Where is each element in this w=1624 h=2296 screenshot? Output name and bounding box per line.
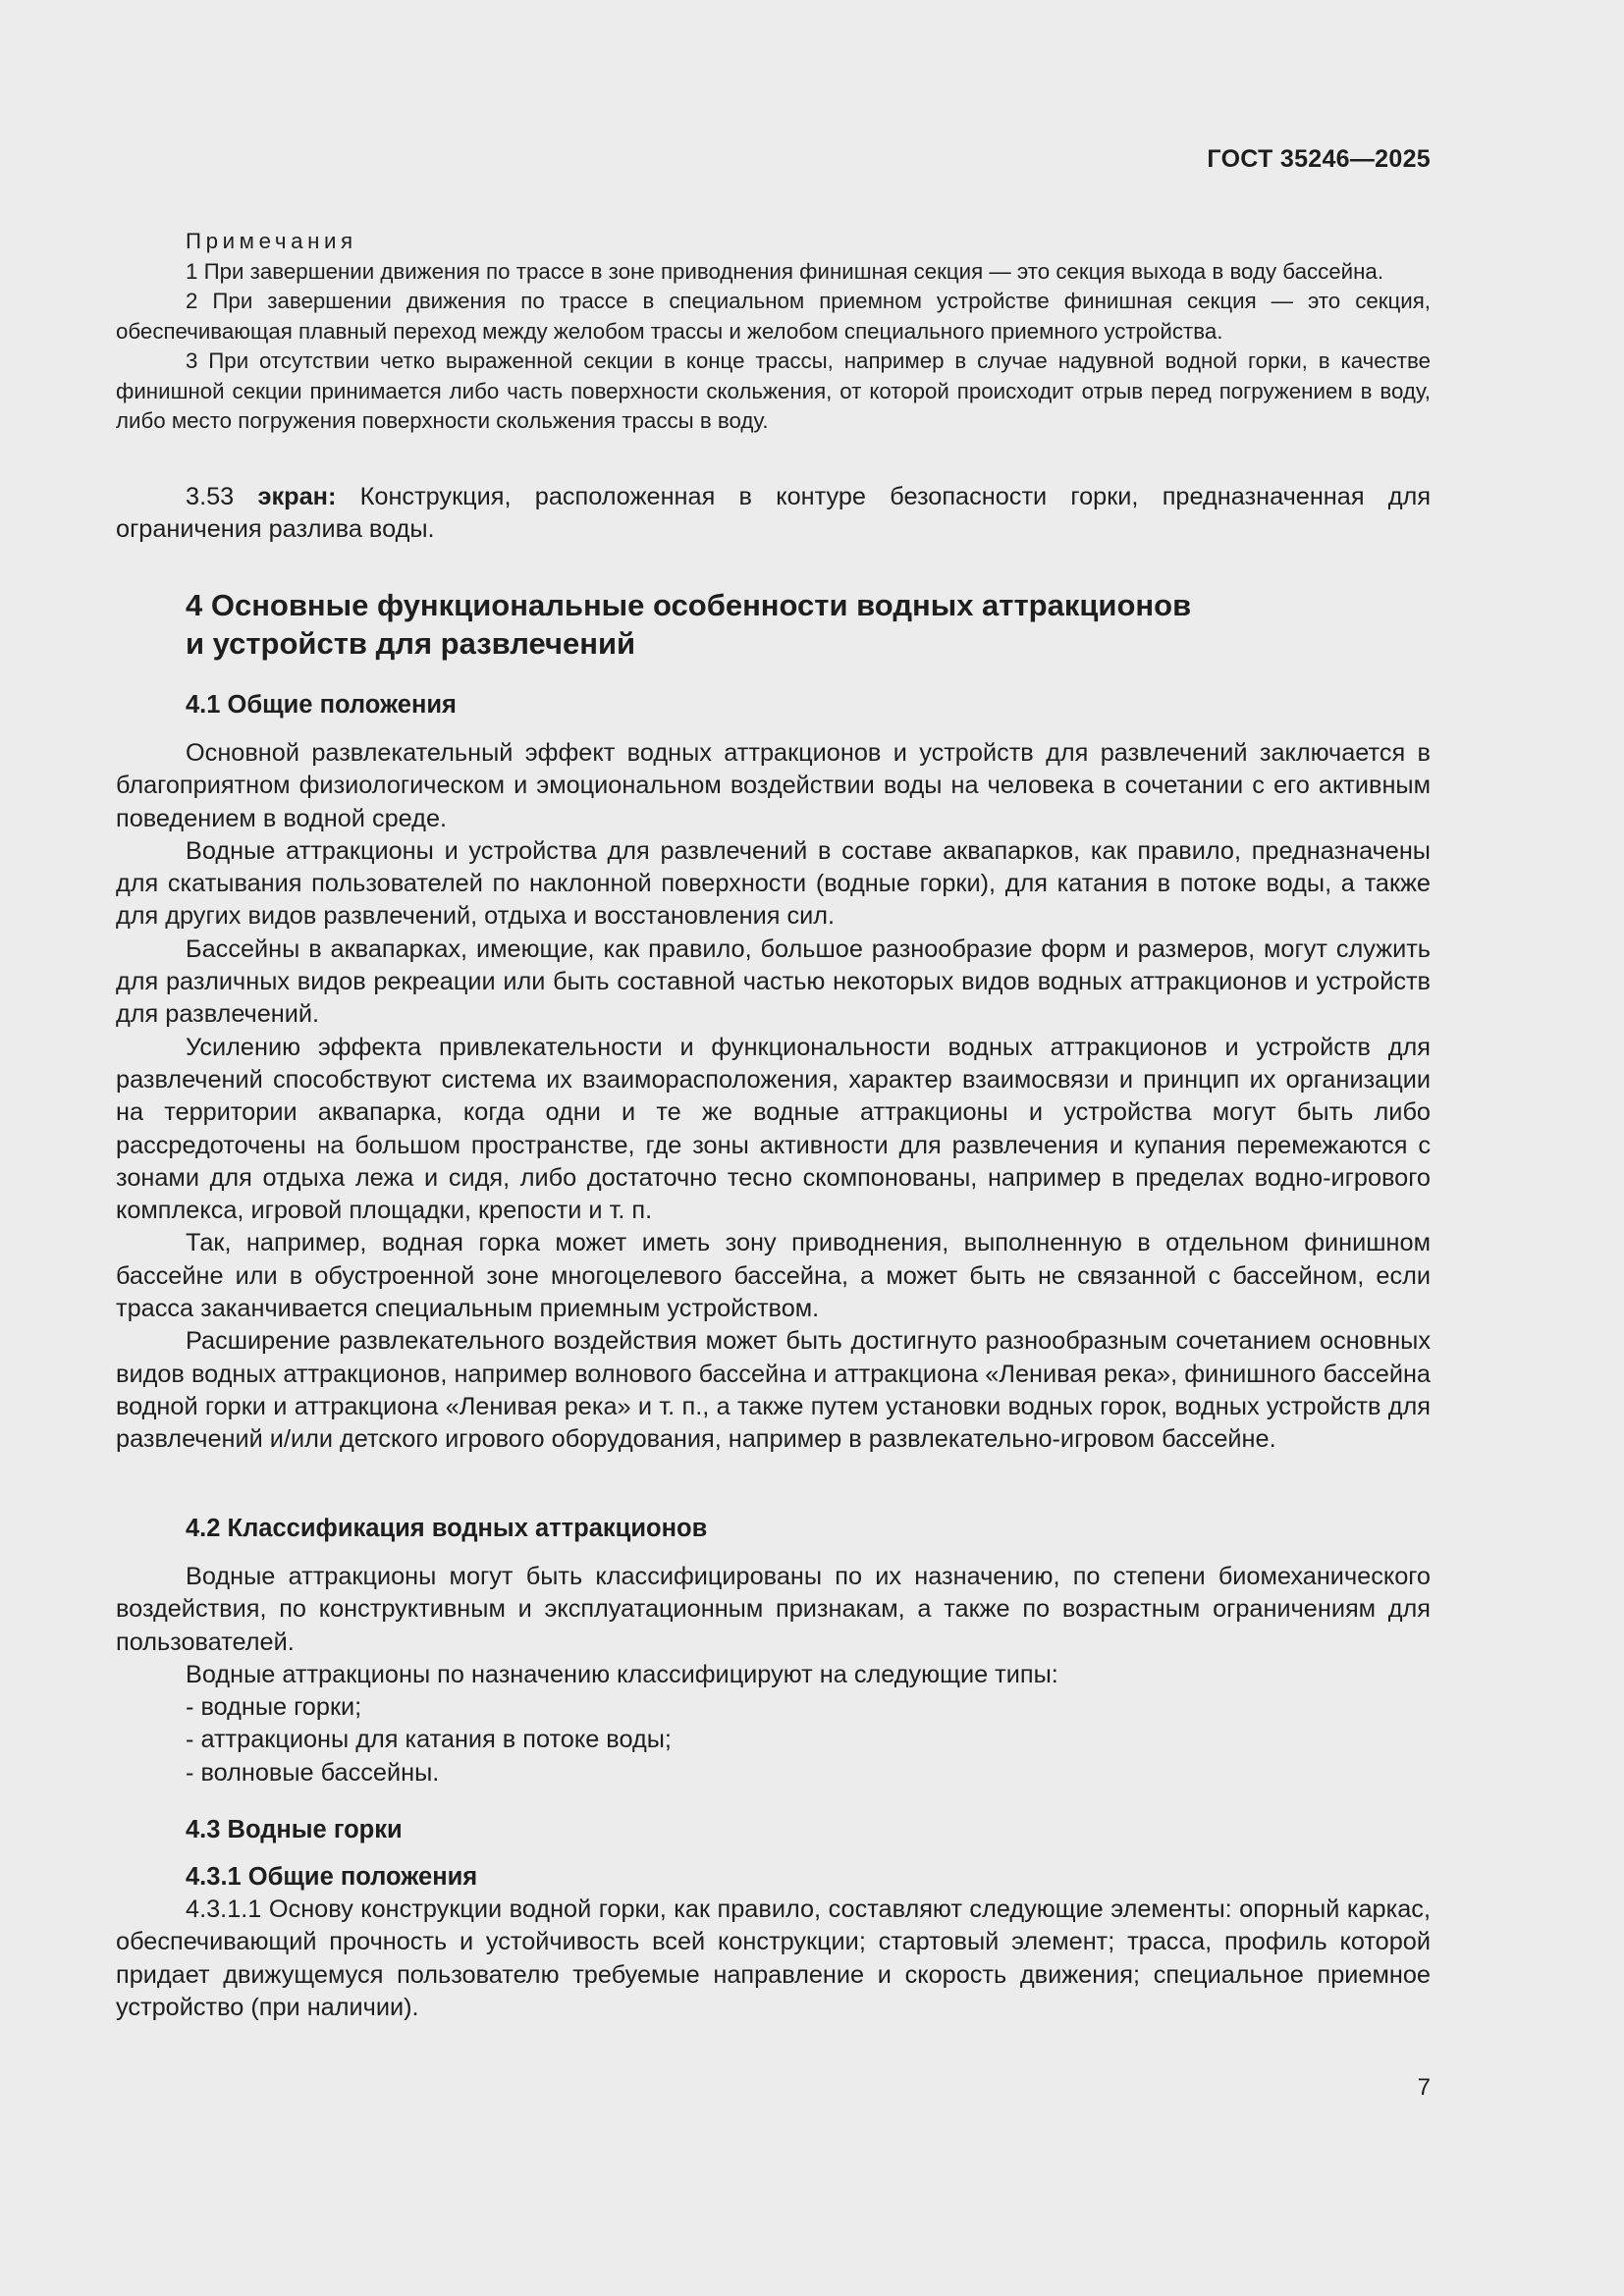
notes-heading: Примечания: [186, 229, 357, 253]
term-definition: Конструкция, расположенная в контуре безопасности горки, предназначенная для ограничения разлива воды.: [116, 483, 1432, 544]
paragraph: Водные аттракционы могут быть классифицированы по их назначению, по степени биомеханического воздействия, по конструктивным и эксплуатационным признакам, а также по возрастным ограничениям для пользователей.: [116, 1563, 1431, 1656]
term-name: экран:: [257, 483, 337, 510]
section-4-1-body: [116, 737, 1431, 1457]
list-item: - волновые бассейны.: [186, 1758, 440, 1787]
paragraph: Так, например, водная горка может иметь зону приводнения, выполненную в отдельном финишном бассейне или в обустроенной зоне многоцелевого бассейна, а может быть не связанной с бассейном, если трасса заканчивается специальным приемным устройством.: [116, 1229, 1431, 1323]
list-item: - аттракционы для катания в потоке воды;: [186, 1726, 672, 1754]
section-4-title: [186, 587, 1431, 663]
term-number: 3.53: [186, 483, 235, 510]
section-4-3-1-body: [116, 1894, 1431, 2024]
section-4-3-title: 4.3 Водные горки: [186, 1816, 403, 1843]
paragraph: Усилению эффекта привлекательности и функциональности водных аттракционов и устройств для развлечений способствуют система их взаиморасположения, характер взаимосвязи и принцип их организации на территории аквапарка, когда одни и те же водные аттракционы и устройства могут быть либо рассредоточены на большом пространстве, где зоны активности для развлечения и купания перемежаются с зонами для отдыха лежа и сидя, либо достаточно тесно скомпонованы, например в пределах водно-игрового комплекса, игровой площадки, крепости и т. п.: [116, 1033, 1431, 1225]
paragraph: Водные аттракционы по назначению классифицируют на следующие типы:: [186, 1660, 1058, 1688]
document-code: ГОСТ 35246—2025: [1207, 145, 1431, 173]
paragraph: Расширение развлекательного воздействия может быть достигнуто разнообразным сочетанием основных видов водных аттракционов, например волнового бассейна и аттракциона «Ленивая река», финишного бассейна водной горки и аттракциона «Ленивая река» и т. п., а также путем установки водных горок, водных устройств для развлечений и/или детского игрового оборудования, например в развлекательно-игровом бассейне.: [116, 1327, 1431, 1454]
section-4-title-line-1: 4 Основные функциональные особенности водных аттракционов: [186, 588, 1192, 622]
section-4-1-title: 4.1 Общие положения: [186, 691, 457, 719]
note-item-2: 2 При завершении движения по трассе в специальном приемном устройстве финишная секция — это секция, обеспечивающая плавный переход между желобом трассы и желобом специального приемного устройства.: [116, 289, 1431, 344]
section-4-title-line-2: и устройств для развлечений: [186, 625, 636, 661]
paragraph: Водные аттракционы и устройства для развлечений в составе аквапарков, как правило, предназначены для скатывания пользователей по наклонной поверхности (водные горки), для катания в потоке воды, а также для других видов развлечений, отдыха и восстановления сил.: [116, 836, 1431, 931]
note-item-3: 3 При отсутствии четко выраженной секции в конце трассы, например в случае надувной водной горки, в качестве финишной секции принимается либо часть поверхности скольжения, от которой происходит отрыв перед погружением в воду, либо место погружения поверхности скольжения трассы в воду.: [116, 348, 1431, 433]
paragraph: Основной развлекательный эффект водных аттракционов и устройств для развлечений заключается в благоприятном физиологическом и эмоциональном воздействии воды на человека в сочетании с его активным поведением в водной среде.: [116, 739, 1431, 832]
document-page: [116, 0, 1431, 2296]
notes-block: [116, 227, 1431, 437]
list-item: - водные горки;: [186, 1693, 362, 1722]
paragraph: Бассейны в аквапарках, имеющие, как правило, большое разнообразие форм и размеров, могут служить для различных видов рекреации или быть составной частью некоторых видов водных аттракционов и устройств для развлечений.: [116, 934, 1431, 1029]
section-4-2-title: 4.2 Классификация водных аттракционов: [186, 1515, 708, 1542]
section-4-2-body: [116, 1561, 1431, 1789]
page-number: 7: [1417, 2074, 1431, 2101]
term-definition-3-53: [116, 481, 1431, 547]
note-item-1: 1 При завершении движения по трассе в зоне приводнения финишная секция — это секция выхода в воду бассейна.: [186, 258, 1384, 284]
section-4-3-1-title: 4.3.1 Общие положения: [186, 1863, 478, 1891]
paragraph: 4.3.1.1 Основу конструкции водной горки, как правило, составляют следующие элементы: опорный каркас, обеспечивающий прочность и устойчивость всей конструкции; стартовый элемент; трасса, профиль которой придает движущемуся пользователю требуемые направление и скорость движения; специальное приемное устройство (при наличии).: [116, 1896, 1431, 2021]
